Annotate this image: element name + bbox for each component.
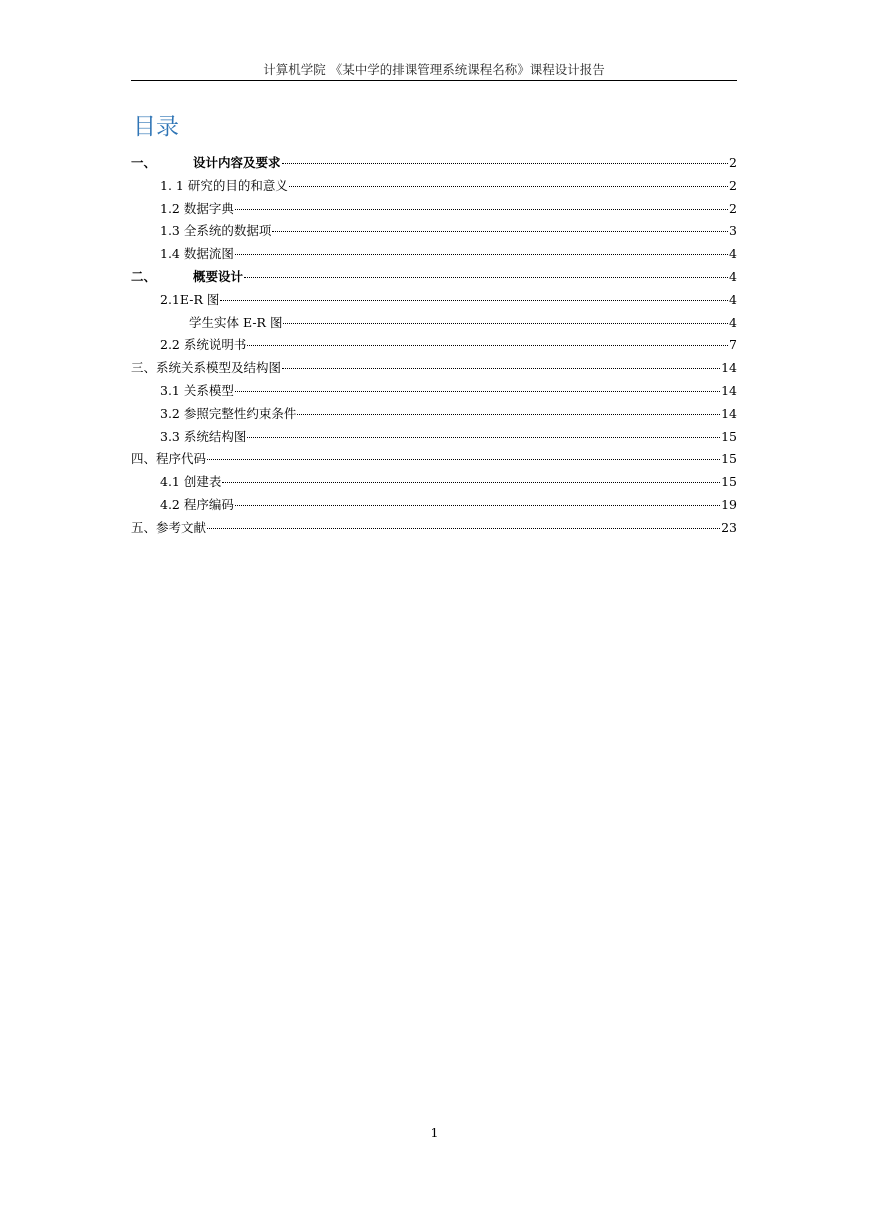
toc-entry-page: 19: [721, 496, 737, 512]
dot-leader: [235, 505, 720, 506]
toc-entry-4-1[interactable]: [131, 473, 737, 496]
toc-entry-label: 4.2 程序编码: [160, 496, 234, 512]
toc-entry-label: 2.1E-R 图: [160, 291, 220, 307]
dot-leader: [297, 414, 720, 415]
page-header: 计算机学院 《某中学的排课管理系统课程名称》课程设计报告: [263, 62, 605, 77]
toc-entry-2-1-1[interactable]: [131, 314, 737, 337]
table-of-contents: [131, 154, 737, 542]
toc-entry-label: 三、系统关系模型及结构图: [131, 360, 282, 376]
header-divider: [131, 80, 737, 81]
toc-entry-label: 1.2 数据字典: [160, 200, 234, 216]
toc-entry-page: 15: [721, 428, 737, 444]
dot-leader: [247, 437, 720, 438]
toc-entry-3-3[interactable]: [131, 428, 737, 451]
toc-entry-number: 二、: [131, 268, 157, 284]
toc-entry-page: 4: [729, 268, 737, 284]
dot-leader: [272, 231, 728, 232]
dot-leader: [283, 323, 728, 324]
toc-entry-2[interactable]: [131, 268, 737, 291]
toc-entry-3-2[interactable]: [131, 405, 737, 428]
toc-entry-label: 五、参考文献: [131, 519, 207, 535]
toc-entry-page: 4: [729, 291, 737, 307]
dot-leader: [282, 368, 720, 369]
toc-entry-page: 14: [721, 360, 737, 376]
toc-entry-page: 4: [729, 246, 737, 262]
toc-title: 目录: [133, 114, 179, 140]
toc-entry-2-2[interactable]: [131, 336, 737, 359]
toc-entry-1-4[interactable]: [131, 245, 737, 268]
toc-entry-label: 3.2 参照完整性约束条件: [160, 405, 297, 421]
toc-entry-2-1[interactable]: [131, 291, 737, 314]
toc-entry-label: 概要设计: [193, 268, 244, 284]
toc-entry-label: 4.1 创建表: [160, 474, 222, 490]
dot-leader: [247, 345, 728, 346]
toc-entry-page: 4: [729, 314, 737, 330]
toc-entry-1-3[interactable]: [131, 222, 737, 245]
toc-entry-page: 15: [721, 451, 737, 467]
toc-entry-page: 2: [729, 155, 737, 170]
toc-entry-4[interactable]: [131, 450, 737, 473]
toc-entry-page: 14: [721, 405, 737, 421]
toc-entry-4-2[interactable]: [131, 496, 737, 519]
dot-leader: [207, 528, 720, 529]
toc-entry-page: 7: [729, 337, 737, 353]
toc-entry-label: 学生实体 E-R 图: [189, 314, 283, 330]
dot-leader: [282, 163, 729, 164]
toc-entry-label: 3.1 关系模型: [160, 382, 234, 398]
toc-entry-1[interactable]: [131, 154, 737, 177]
toc-entry-label: 1.4 数据流图: [160, 246, 234, 262]
toc-entry-label: 四、程序代码: [131, 451, 207, 467]
toc-entry-5[interactable]: [131, 519, 737, 542]
dot-leader: [235, 209, 728, 210]
dot-leader: [244, 277, 728, 278]
toc-entry-page: 15: [721, 474, 737, 490]
dot-leader: [235, 254, 728, 255]
toc-entry-number: 一、: [131, 155, 157, 170]
toc-entry-1-1[interactable]: [131, 177, 737, 200]
dot-leader: [289, 186, 728, 187]
toc-entry-label: 1.3 全系统的数据项: [160, 223, 272, 239]
toc-entry-3-1[interactable]: [131, 382, 737, 405]
page-number: 1: [430, 1125, 439, 1140]
toc-entry-1-2[interactable]: [131, 200, 737, 223]
toc-entry-page: 3: [729, 223, 737, 239]
toc-entry-3[interactable]: [131, 359, 737, 382]
toc-entry-label: 2.2 系统说明书: [160, 337, 247, 353]
dot-leader: [222, 482, 720, 483]
toc-entry-page: 14: [721, 382, 737, 398]
toc-entry-page: 2: [729, 200, 737, 216]
toc-entry-page: 23: [721, 519, 737, 535]
dot-leader: [207, 459, 720, 460]
dot-leader: [235, 391, 720, 392]
toc-entry-label: 1. 1 研究的目的和意义: [160, 177, 288, 193]
toc-entry-page: 2: [729, 177, 737, 193]
dot-leader: [220, 300, 728, 301]
toc-entry-label: 3.3 系统结构图: [160, 428, 247, 444]
toc-entry-label: 设计内容及要求: [193, 155, 281, 170]
